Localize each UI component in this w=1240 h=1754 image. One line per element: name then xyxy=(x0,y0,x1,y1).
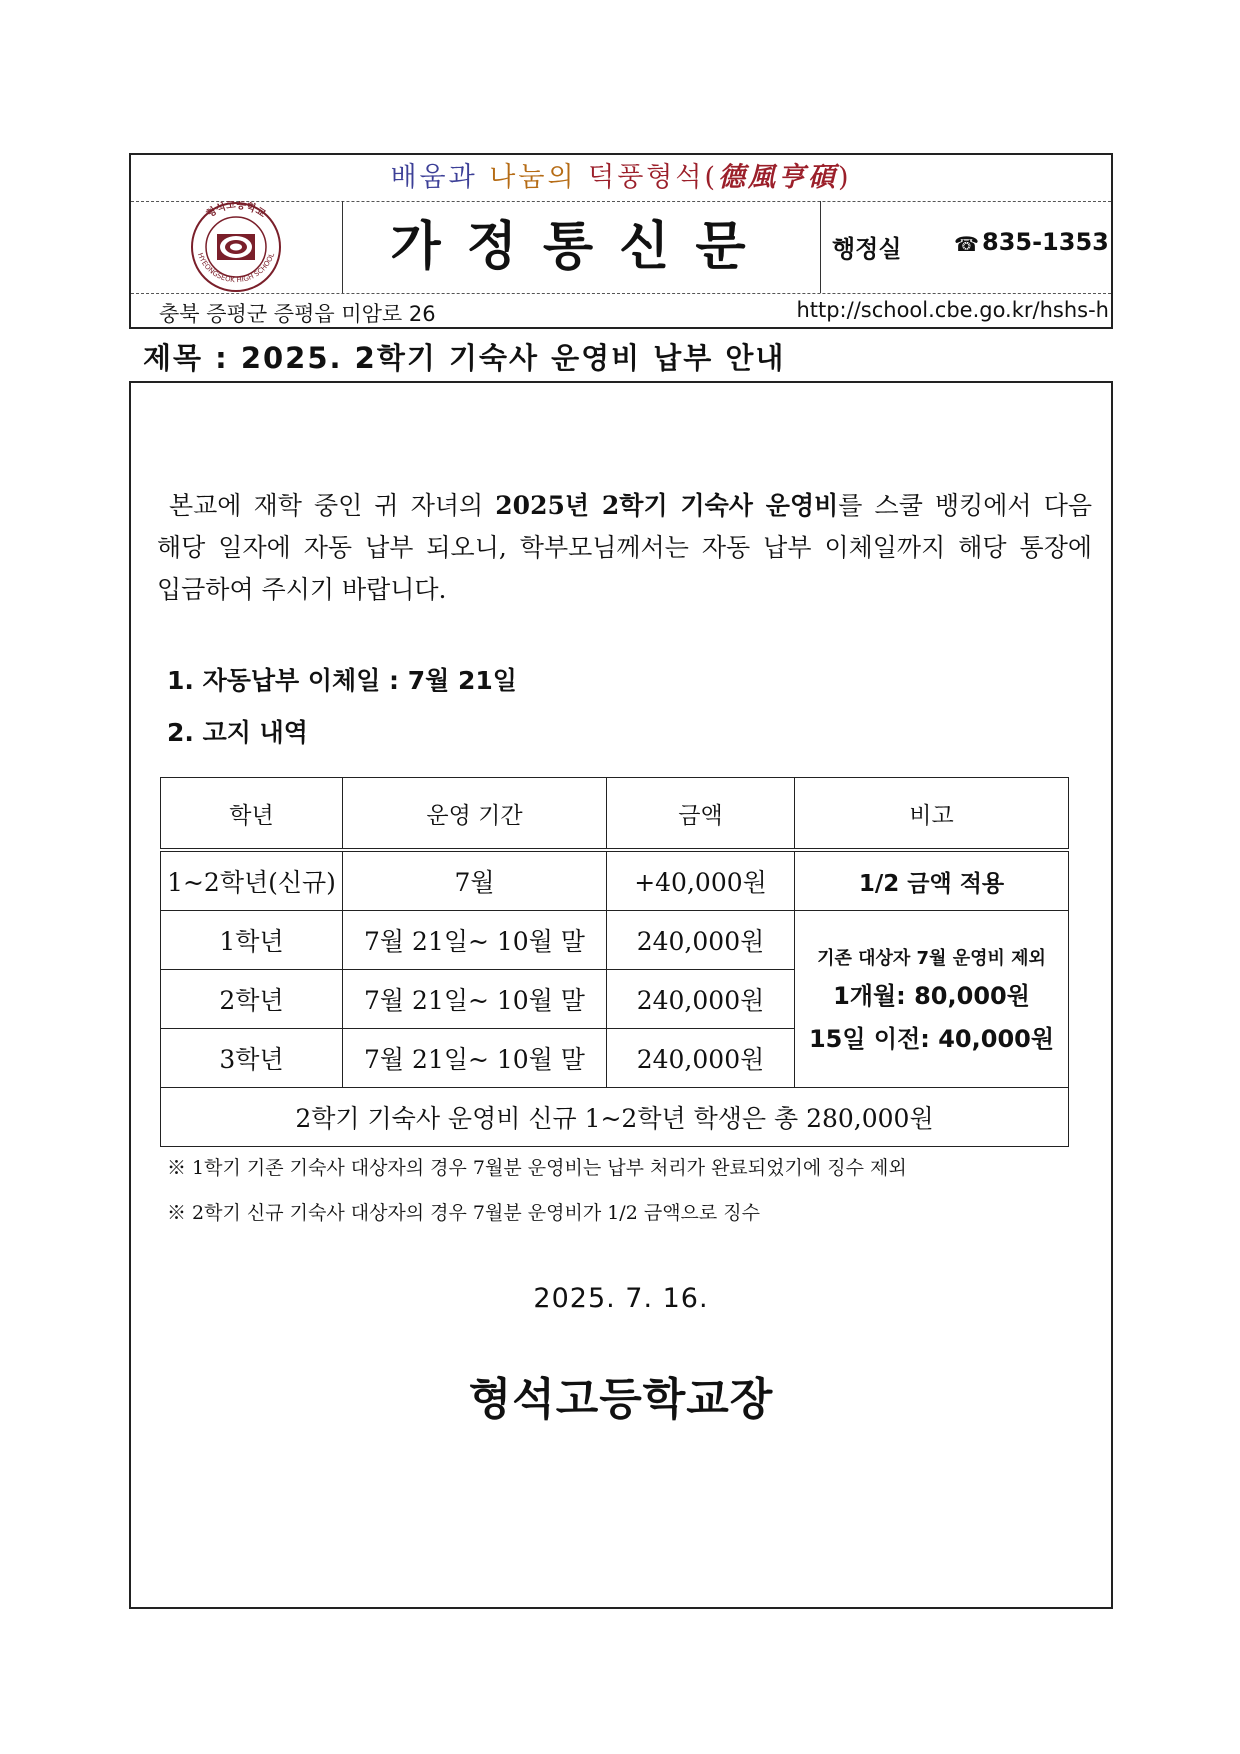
table-row xyxy=(161,911,1069,970)
col-header-period: 운영 기간 xyxy=(343,778,607,851)
cell-note: 1/2 금액 적용 xyxy=(795,850,1069,911)
school-url[interactable]: http://school.cbe.go.kr/hshs-h xyxy=(796,298,1109,322)
motto-part1: 배움과 xyxy=(390,162,478,193)
cell-period: 7월 21일~ 10월 말 xyxy=(343,911,607,970)
table-row xyxy=(161,850,1069,911)
cell-amount: +40,000원 xyxy=(607,850,795,911)
motto-hanja: 德風亨碩 xyxy=(718,162,838,193)
body-text-b: 를 스쿨 뱅킹에서 다음 xyxy=(838,491,1092,520)
cell-grade: 3학년 xyxy=(161,1029,343,1088)
document-title: 가정통신문 xyxy=(342,201,821,293)
cell-grade: 1학년 xyxy=(161,911,343,970)
col-header-note: 비고 xyxy=(795,778,1069,851)
motto-part3: 덕풍형석 xyxy=(588,162,705,193)
header-box xyxy=(129,153,1113,329)
cell-grade: 1~2학년(신규) xyxy=(161,850,343,911)
cell-period: 7월 21일~ 10월 말 xyxy=(343,970,607,1029)
logo-bottom-text: HYEONGSEOK HIGH SCHOOL xyxy=(195,251,277,285)
note-line2: 1개월: 80,000원 xyxy=(833,982,1030,1010)
issue-date: 2025. 7. 16. xyxy=(533,1283,709,1314)
merged-note-cell xyxy=(795,911,1069,1088)
note-line1: 기존 대상자 7월 운영비 제외 xyxy=(817,948,1046,969)
body-text-line3: 입금하여 주시기 바랍니다. xyxy=(157,575,447,604)
col-header-grade: 학년 xyxy=(161,778,343,851)
cell-grade: 2학년 xyxy=(161,970,343,1029)
list-item-billing-details: 2. 고지 내역 xyxy=(167,718,308,747)
footnote-1: ※ 1학기 기존 기숙사 대상자의 경우 7월분 운영비는 납부 처리가 완료되었기에 징수 제외 xyxy=(167,1157,907,1179)
principal-signature: 형석고등학교장 xyxy=(468,1374,774,1425)
list-item-transfer-date: 1. 자동납부 이체일 : 7월 21일 xyxy=(167,666,517,695)
cell-amount: 240,000원 xyxy=(607,970,795,1029)
cell-amount: 240,000원 xyxy=(607,1029,795,1088)
main-content-box xyxy=(129,381,1113,1609)
cell-period: 7월 21일~ 10월 말 xyxy=(343,1029,607,1088)
cell-period: 7월 xyxy=(343,850,607,911)
phone-icon: ☎ xyxy=(954,232,979,256)
body-text-bold: 2025년 2학기 기숙사 운영비 xyxy=(495,491,839,520)
billing-table xyxy=(160,777,1069,1147)
address-row xyxy=(131,293,1111,329)
note-line3: 15일 이전: 40,000원 xyxy=(808,1025,1055,1053)
col-header-amount: 금액 xyxy=(607,778,795,851)
subject-line: 제목 : 2025. 2학기 기숙사 운영비 납부 안내 xyxy=(143,341,786,375)
school-motto: 배움과 나눔의 덕풍형석(德風亨碩) xyxy=(131,155,1111,202)
table-header-row xyxy=(161,778,1069,851)
cell-amount: 240,000원 xyxy=(607,911,795,970)
body-text-line2: 해당 일자에 자동 납부 되오니, 학부모님께서는 자동 납부 이체일까지 해당 통장에 xyxy=(157,533,1092,562)
body-paragraph xyxy=(157,485,1092,611)
footnote-2: ※ 2학기 신규 기숙사 대상자의 경우 7월분 운영비가 1/2 금액으로 징수 xyxy=(167,1202,761,1224)
total-summary: 2학기 기숙사 운영비 신규 1~2학년 학생은 총 280,000원 xyxy=(161,1088,1069,1147)
office-label: 행정실 xyxy=(832,235,902,263)
logo-top-text: 형석고등학교 xyxy=(204,201,268,221)
motto-part2: 나눔의 xyxy=(489,162,577,193)
phone-number: 835-1353 xyxy=(982,228,1109,256)
school-logo xyxy=(131,201,342,293)
school-address: 충북 증평군 증평읍 미암로 26 xyxy=(159,302,436,326)
table-total-row xyxy=(161,1088,1069,1147)
contact-cell xyxy=(820,201,1113,293)
body-text-a: 본교에 재학 중인 귀 자녀의 xyxy=(169,491,496,520)
logo-cell xyxy=(131,201,343,293)
title-row xyxy=(131,201,1111,294)
